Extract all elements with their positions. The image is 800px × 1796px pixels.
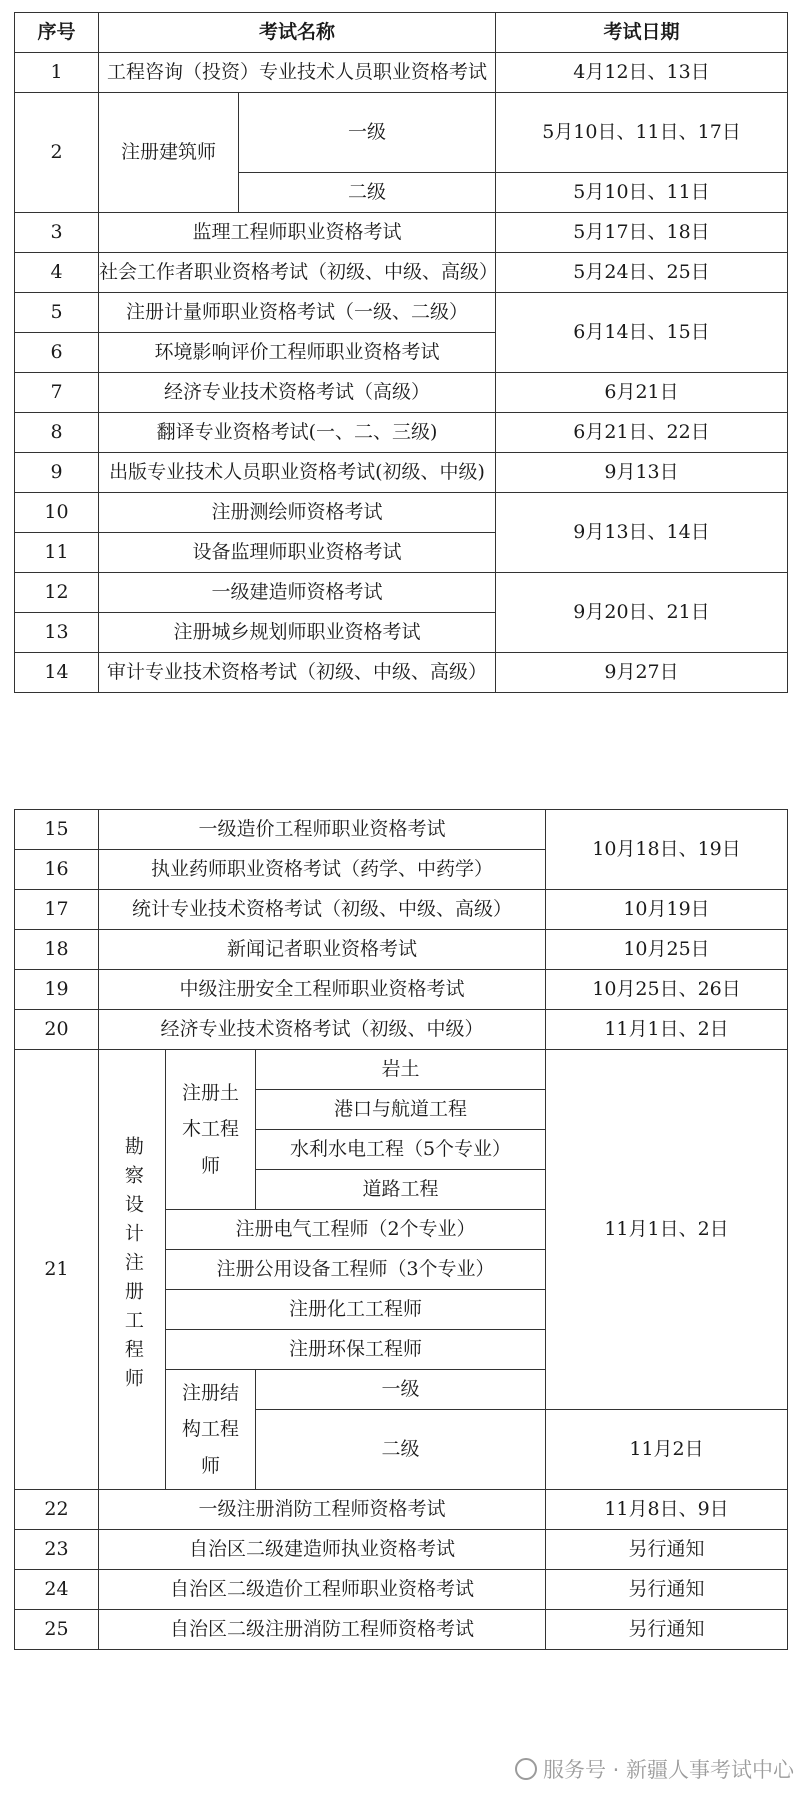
exam-name: 工程咨询（投资）专业技术人员职业资格考试: [99, 53, 496, 93]
table-row: [15, 53, 788, 93]
table-row: [15, 1010, 788, 1050]
exam-name: 经济专业技术资格考试（初级、中级）: [99, 1010, 546, 1050]
exam-name: 注册计量师职业资格考试（一级、二级）: [99, 293, 496, 333]
exam-name: 注册城乡规划师职业资格考试: [99, 613, 496, 653]
row-no: 19: [15, 970, 99, 1010]
exam-name: 自治区二级造价工程师职业资格考试: [99, 1570, 546, 1610]
table-row: [15, 1530, 788, 1570]
watermark: [515, 1754, 794, 1784]
exam-schedule-table-part1: [14, 12, 788, 693]
exam-date: 5月10日、11日、17日: [496, 93, 788, 173]
civil-item: 道路工程: [256, 1170, 546, 1210]
exam-name: 统计专业技术资格考试（初级、中级、高级）: [99, 890, 546, 930]
exam-name: 执业药师职业资格考试（药学、中药学）: [99, 850, 546, 890]
exam-name: 一级建造师资格考试: [99, 573, 496, 613]
exam-name: 注册化工工程师: [166, 1290, 546, 1330]
exam-date: 5月10日、11日: [496, 173, 788, 213]
exam-date: 另行通知: [546, 1570, 788, 1610]
exam-date: 9月13日: [496, 453, 788, 493]
exam-name: 注册公用设备工程师（3个专业）: [166, 1250, 546, 1290]
table-row: [15, 413, 788, 453]
exam-name: 审计专业技术资格考试（初级、中级、高级）: [99, 653, 496, 693]
row-no: 22: [15, 1490, 99, 1530]
exam-name: 监理工程师职业资格考试: [99, 213, 496, 253]
exam-name: 环境影响评价工程师职业资格考试: [99, 333, 496, 373]
exam-name: 翻译专业资格考试(一、二、三级): [99, 413, 496, 453]
table-row: [15, 1570, 788, 1610]
row-no: 17: [15, 890, 99, 930]
structural-engineer-label: 注册结构工程师: [166, 1370, 256, 1490]
table-row: [15, 930, 788, 970]
table-row: [15, 890, 788, 930]
exam-sublevel: 二级: [256, 1410, 546, 1490]
exam-name: 一级造价工程师职业资格考试: [99, 810, 546, 850]
civil-item: 岩土: [256, 1050, 546, 1090]
row-no: 18: [15, 930, 99, 970]
exam-date: 5月24日、25日: [496, 253, 788, 293]
row-no: 4: [15, 253, 99, 293]
row-no: 8: [15, 413, 99, 453]
exam-name: 经济专业技术资格考试（高级）: [99, 373, 496, 413]
exam-date: 10月18日、19日: [546, 810, 788, 890]
watermark-text: 服务号 · 新疆人事考试中心: [542, 1758, 794, 1782]
exam-date: 4月12日、13日: [496, 53, 788, 93]
exam-date: 另行通知: [546, 1610, 788, 1650]
table-row: [15, 573, 788, 613]
exam-name: 出版专业技术人员职业资格考试(初级、中级): [99, 453, 496, 493]
table-header-row: [15, 13, 788, 53]
exam-date: 9月27日: [496, 653, 788, 693]
table-row: [15, 810, 788, 850]
exam-name: 注册建筑师: [99, 93, 239, 213]
row-no: 12: [15, 573, 99, 613]
row-no: 10: [15, 493, 99, 533]
exam-schedule-table-part2: [14, 809, 788, 1650]
exam-date: 10月25日、26日: [546, 970, 788, 1010]
row-no: 13: [15, 613, 99, 653]
row-no: 3: [15, 213, 99, 253]
civil-item: 港口与航道工程: [256, 1090, 546, 1130]
exam-date: 11月8日、9日: [546, 1490, 788, 1530]
table-row: [15, 1610, 788, 1650]
row-no: 2: [15, 93, 99, 213]
table-row: [15, 1050, 788, 1090]
group-label: [99, 1050, 166, 1490]
exam-name: 自治区二级注册消防工程师资格考试: [99, 1610, 546, 1650]
table-row: [15, 453, 788, 493]
table-row: [15, 970, 788, 1010]
civil-engineer-label: 注册土木工程师: [166, 1050, 256, 1210]
row-no: 1: [15, 53, 99, 93]
row-no: 24: [15, 1570, 99, 1610]
exam-name: 一级注册消防工程师资格考试: [99, 1490, 546, 1530]
table-row: [15, 653, 788, 693]
exam-name: 社会工作者职业资格考试（初级、中级、高级）: [99, 253, 496, 293]
exam-date: 9月13日、14日: [496, 493, 788, 573]
exam-date: 6月14日、15日: [496, 293, 788, 373]
row-no: 5: [15, 293, 99, 333]
exam-sublevel: 一级: [256, 1370, 546, 1410]
row-no: 25: [15, 1610, 99, 1650]
row-no: 23: [15, 1530, 99, 1570]
exam-name: 注册环保工程师: [166, 1330, 546, 1370]
header-date: 考试日期: [496, 13, 788, 53]
exam-date: 6月21日: [496, 373, 788, 413]
exam-sublevel: 一级: [239, 93, 496, 173]
group-label-text: 勘察设计注册工程师: [121, 1135, 144, 1397]
exam-date: 11月2日: [546, 1410, 788, 1490]
row-no: 15: [15, 810, 99, 850]
exam-date: 10月19日: [546, 890, 788, 930]
exam-name: 自治区二级建造师执业资格考试: [99, 1530, 546, 1570]
exam-date: 11月1日、2日: [546, 1010, 788, 1050]
table-row: [15, 493, 788, 533]
exam-name: 注册测绘师资格考试: [99, 493, 496, 533]
exam-name: 设备监理师职业资格考试: [99, 533, 496, 573]
exam-date: 6月21日、22日: [496, 413, 788, 453]
row-no: 11: [15, 533, 99, 573]
header-no: 序号: [15, 13, 99, 53]
table-row: [15, 213, 788, 253]
row-no: 21: [15, 1050, 99, 1490]
row-no: 9: [15, 453, 99, 493]
table-row: [15, 293, 788, 333]
exam-date: 10月25日: [546, 930, 788, 970]
exam-sublevel: 二级: [239, 173, 496, 213]
row-no: 16: [15, 850, 99, 890]
exam-date: 5月17日、18日: [496, 213, 788, 253]
exam-date: 11月1日、2日: [546, 1050, 788, 1410]
table-row: [15, 1490, 788, 1530]
exam-date: 另行通知: [546, 1530, 788, 1570]
exam-date: 9月20日、21日: [496, 573, 788, 653]
exam-name: 中级注册安全工程师职业资格考试: [99, 970, 546, 1010]
exam-name: 注册电气工程师（2个专业）: [166, 1210, 546, 1250]
wechat-icon: [515, 1758, 537, 1780]
civil-item: 水利水电工程（5个专业）: [256, 1130, 546, 1170]
row-no: 14: [15, 653, 99, 693]
exam-name: 新闻记者职业资格考试: [99, 930, 546, 970]
row-no: 7: [15, 373, 99, 413]
table-row: [15, 373, 788, 413]
row-no: 6: [15, 333, 99, 373]
table-row: [15, 253, 788, 293]
header-name: 考试名称: [99, 13, 496, 53]
row-no: 20: [15, 1010, 99, 1050]
table-row: [15, 93, 788, 173]
